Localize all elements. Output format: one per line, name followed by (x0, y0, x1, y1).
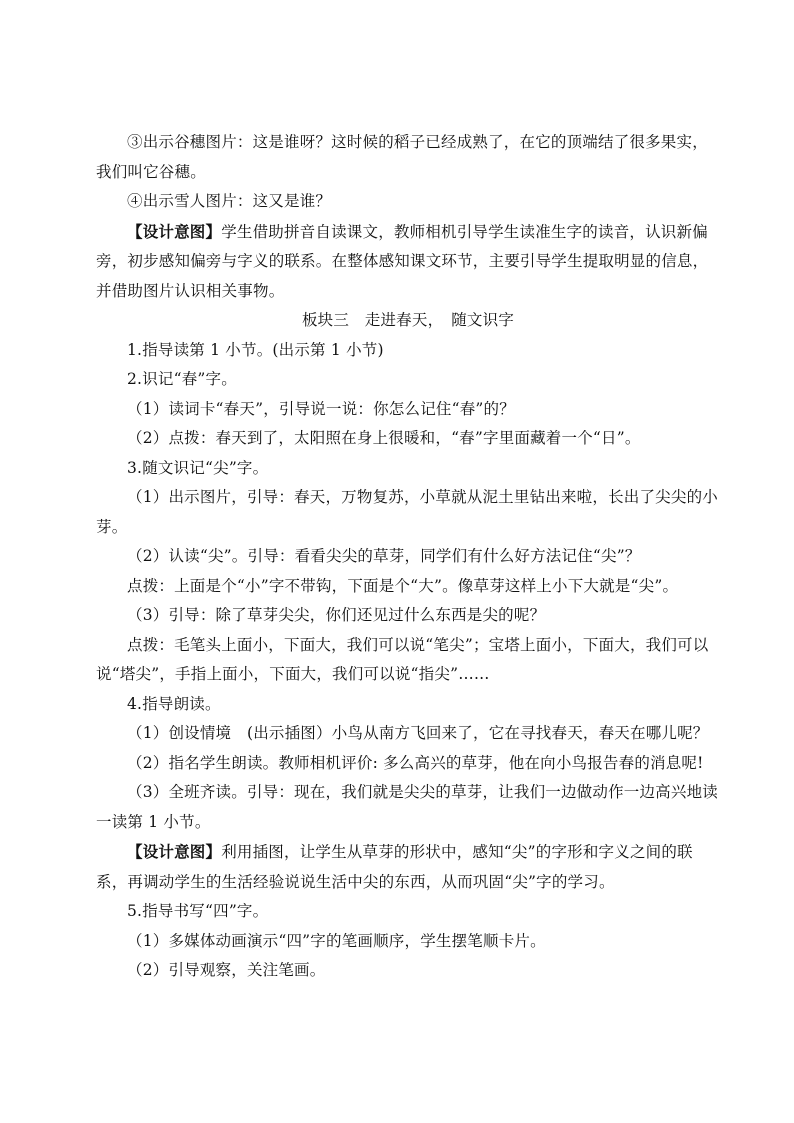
paragraph-step-3-1 (96, 483, 720, 542)
paragraph-show-snowman-picture (96, 187, 720, 217)
paragraph-step-4-1 (96, 719, 720, 749)
paragraph-step-5 (96, 897, 720, 927)
paragraph-text: 3.随文识记“尖”字。 (127, 458, 269, 477)
paragraph-text: ③出示谷穗图片：这是谁呀？这时候的稻子已经成熟了，在它的顶端结了很多果实，我们叫它谷穗。 (96, 133, 708, 181)
paragraph-text: 4.指导朗读。 (127, 694, 221, 713)
paragraph-text: （3）引导：除了草芽尖尖，你们还见过什么东西是尖的呢？ (127, 606, 546, 624)
section-heading (96, 306, 720, 336)
paragraph-text: 点拨：上面是个“小”字不带钩，下面是个“大”。像草芽这样上小下大就是“尖”。 (127, 576, 679, 595)
paragraph-text: 点拨：毛笔头上面小，下面大，我们可以说“笔尖”；宝塔上面小，下面大，我们可以说“塔尖”，手指上面小，下面大，我们可以说“指尖”…… (96, 635, 709, 683)
paragraph-design-intent-2 (96, 837, 720, 897)
paragraph-step-2-2 (96, 424, 720, 454)
paragraph-hint-1 (96, 572, 720, 602)
design-intent-label: 【设计意图】 (127, 842, 222, 861)
section-heading-text: 板块三 走进春天， 随文识字 (301, 311, 515, 329)
paragraph-text: （2）认读“尖”。引导：看看尖尖的草芽，同学们有什么好方法记住“尖”？ (127, 547, 641, 565)
paragraph-text: （1）出示图片，引导：春天，万物复苏，小草就从泥土里钻出来啦，长出了尖尖的小芽。 (96, 488, 718, 536)
paragraph-text: （1）多媒体动画演示“四”字的笔画顺序，学生摆笔顺卡片。 (127, 931, 546, 950)
paragraph-text: 学生借助拼音自读课文，教师相机引导学生读准生字的读音，认识新偏旁，初步感知偏旁与字义的联系。在整体感知课文环节，主要引导学生提取明显的信息，并借助图片认识相关事物。 (96, 222, 709, 300)
document-body (96, 128, 720, 986)
paragraph-text: 利用插图，让学生从草芽的形状中，感知“尖”的字形和字义之间的联系，再调动学生的生活经验说说生活中尖的东西，从而巩固“尖”字的学习。 (96, 843, 693, 891)
paragraph-text: （2）指名学生朗读。教师相机评价: 多么高兴的草芽，他在向小鸟报告春的消息呢! (127, 753, 704, 772)
paragraph-step-4-3 (96, 778, 720, 837)
paragraph-text: ④出示雪人图片：这又是谁？ (127, 192, 332, 210)
paragraph-step-3-2 (96, 542, 720, 572)
paragraph-step-2-1 (96, 395, 720, 425)
paragraph-text: （2）点拨：春天到了，太阳照在身上很暖和，“春”字里面藏着一个“日”。 (127, 429, 641, 447)
paragraph-hint-2 (96, 631, 720, 690)
paragraph-step-5-2 (96, 956, 720, 986)
paragraph-text: （1）读词卡“春天”，引导说一说：你怎么记住“春”的？ (127, 399, 515, 418)
paragraph-text: 2.识记“春”字。 (127, 370, 237, 388)
design-intent-label: 【设计意图】 (127, 221, 222, 241)
paragraph-text: 1.指导读第 1 小节。(出示第 1 小节) (127, 340, 384, 359)
paragraph-text: （2）引导观察，关注笔画。 (127, 961, 326, 979)
paragraph-show-millet-picture (96, 128, 720, 187)
paragraph-design-intent-1 (96, 217, 720, 307)
paragraph-text: （1）创设情境 (出示插图）小鸟从南方飞回来了，它在寻找春天，春天在哪儿呢？ (127, 724, 709, 742)
paragraph-step-3 (96, 454, 720, 484)
paragraph-step-1 (96, 336, 720, 366)
paragraph-step-3-3 (96, 601, 720, 631)
paragraph-step-4 (96, 690, 720, 720)
paragraph-text: （3）全班齐读。引导：现在，我们就是尖尖的草芽，让我们一边做动作一边高兴地读一读第 1 小节。 (96, 783, 718, 831)
paragraph-step-2 (96, 365, 720, 395)
paragraph-text: 5.指导书写“四”字。 (127, 902, 269, 920)
paragraph-step-5-1 (96, 927, 720, 957)
paragraph-step-4-2 (96, 749, 720, 779)
